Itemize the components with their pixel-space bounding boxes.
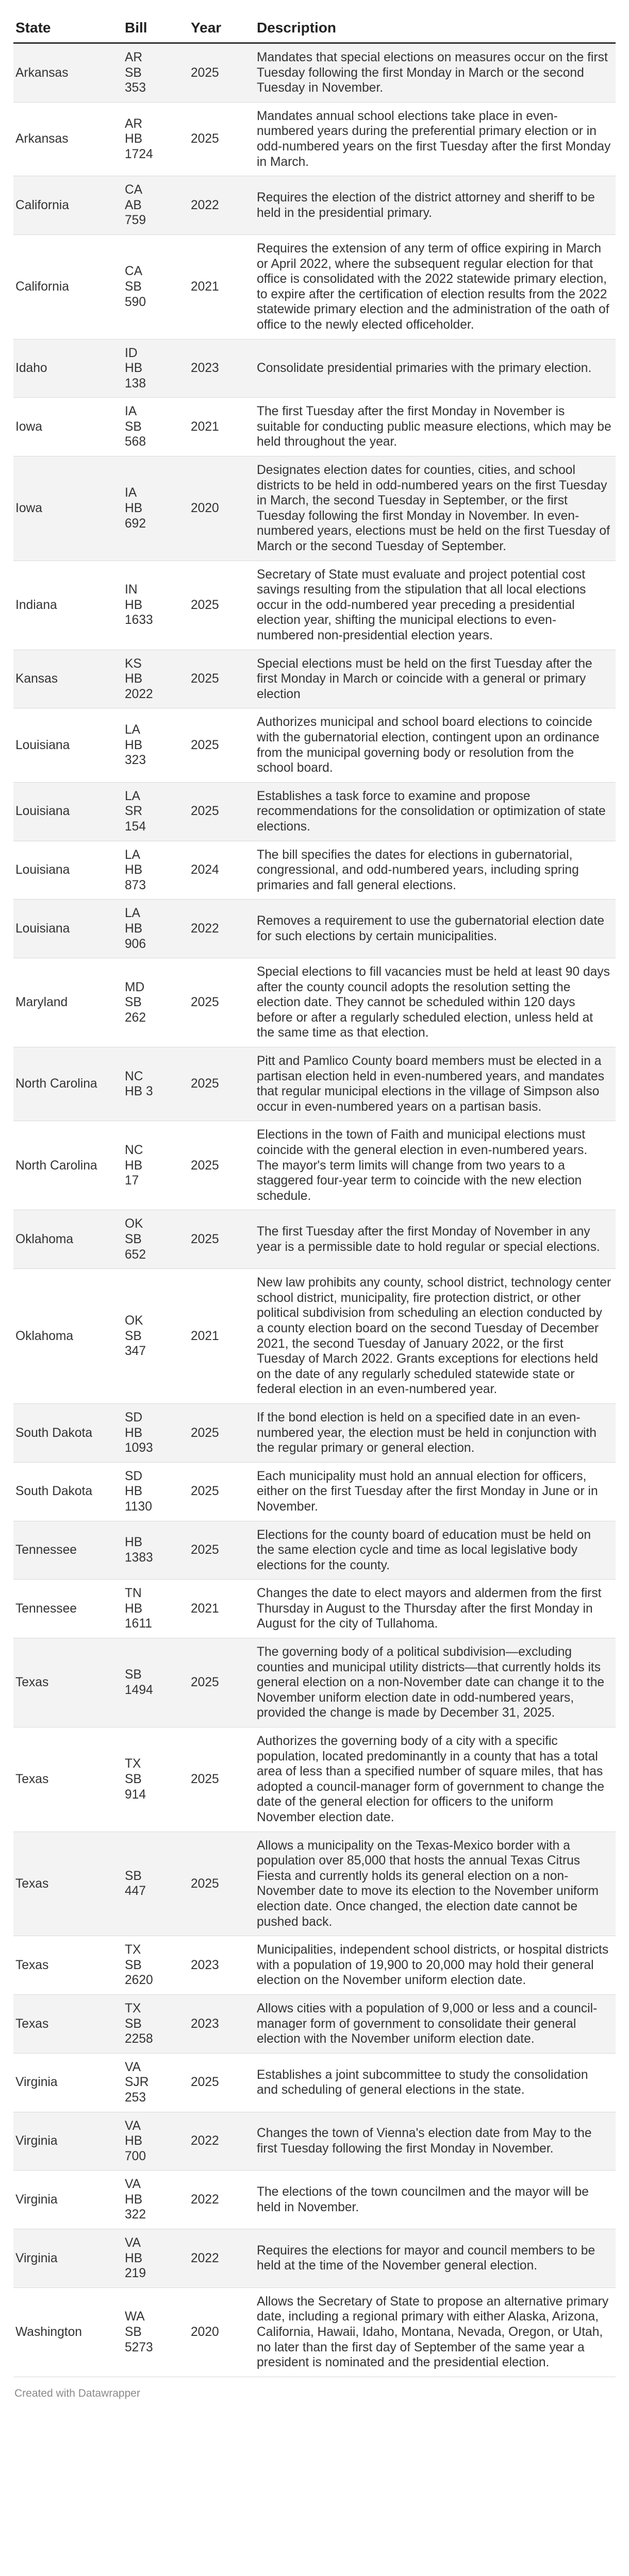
table-row	[13, 176, 616, 235]
year-cell: 2022	[189, 2229, 255, 2288]
bill-cell: ID HB 138	[123, 339, 189, 398]
bills-table	[13, 15, 616, 2377]
table-row	[13, 1521, 616, 1580]
year-cell: 2025	[189, 650, 255, 708]
table-row	[13, 1580, 616, 1638]
state-cell: Virginia	[13, 2171, 123, 2229]
year-cell: 2025	[189, 1521, 255, 1580]
state-cell: Louisiana	[13, 782, 123, 841]
bill-cell: KS HB 2022	[123, 650, 189, 708]
state-cell: Arkansas	[13, 43, 123, 103]
year-cell: 2020	[189, 456, 255, 561]
description-cell: Special elections to fill vacancies must be held at least 90 days after the county council adopts the resolution setting the election date. They cannot be scheduled within 120 days before or after a regularly scheduled election, unless held at the same time as that election.	[255, 958, 616, 1047]
bill-cell: CA AB 759	[123, 176, 189, 235]
state-cell: Louisiana	[13, 841, 123, 900]
description-cell: Requires the elections for mayor and council members to be held at the time of the November general election.	[255, 2229, 616, 2288]
state-cell: Washington	[13, 2287, 123, 2377]
state-cell: Texas	[13, 1936, 123, 1995]
year-cell: 2022	[189, 2112, 255, 2171]
year-cell: 2020	[189, 2287, 255, 2377]
table-row	[13, 650, 616, 708]
bill-cell: OK SB 347	[123, 1269, 189, 1404]
state-cell: Tennessee	[13, 1580, 123, 1638]
state-cell: Tennessee	[13, 1521, 123, 1580]
bill-cell: VA HB 219	[123, 2229, 189, 2288]
table-row	[13, 1269, 616, 1404]
table-row	[13, 1832, 616, 1936]
year-cell: 2022	[189, 2171, 255, 2229]
bill-cell: VA HB 322	[123, 2171, 189, 2229]
table-row	[13, 561, 616, 650]
bill-cell: SD HB 1093	[123, 1403, 189, 1462]
year-cell: 2022	[189, 900, 255, 958]
description-cell: Mandates annual school elections take place in even-numbered years during the preferential primary election or in odd-numbered years on the first Tuesday after the first Monday in March.	[255, 102, 616, 176]
state-cell: Kansas	[13, 650, 123, 708]
table-row	[13, 234, 616, 339]
description-cell: Designates election dates for counties, cities, and school districts to be held in odd-numbered years on the first Tuesday in March, the second Tuesday in September, or the first Tuesday following the first Monday in November. In even-numbered years, elections must be held on the first Tuesday of March or the second Tuesday of September.	[255, 456, 616, 561]
bill-cell: WA SB 5273	[123, 2287, 189, 2377]
description-cell: Removes a requirement to use the gubernatorial election date for such elections by certain municipalities.	[255, 900, 616, 958]
state-cell: Texas	[13, 1638, 123, 1727]
bill-cell: VA SJR 253	[123, 2053, 189, 2112]
state-cell: South Dakota	[13, 1403, 123, 1462]
description-cell: Consolidate presidential primaries with the primary election.	[255, 339, 616, 398]
description-cell: Requires the extension of any term of office expiring in March or April 2022, where the subsequent regular election for that office is consolidated with the 2022 statewide primary election, to expire after the certification of election results from the 2022 statewide primary election and the administration of the oath of office to the newly elected officeholder.	[255, 234, 616, 339]
table-row	[13, 900, 616, 958]
bill-cell: LA HB 906	[123, 900, 189, 958]
table-row	[13, 1047, 616, 1121]
bill-cell: VA HB 700	[123, 2112, 189, 2171]
table-header	[13, 15, 616, 43]
header-description[interactable]: Description	[255, 15, 616, 43]
year-cell: 2025	[189, 708, 255, 782]
bill-cell: TX SB 2620	[123, 1936, 189, 1995]
description-cell: Authorizes the governing body of a city with a specific population, located predominantly in a county that has a total area of less than a specified number of square miles, that has adopted a council-manager form of government to change the date of the general election for officers to the uniform November election date.	[255, 1727, 616, 1832]
bill-cell: IA SB 568	[123, 398, 189, 456]
year-cell: 2021	[189, 398, 255, 456]
header-year[interactable]: Year	[189, 15, 255, 43]
bill-cell: NC HB 3	[123, 1047, 189, 1121]
description-cell: Secretary of State must evaluate and project potential cost savings resulting from the stipulation that all local elections occur in the odd-numbered year preceding a presidential election year, shifting the municipal elections to even-numbered non-presidential election years.	[255, 561, 616, 650]
description-cell: Authorizes municipal and school board elections to coincide with the gubernatorial election, contingent upon an ordinance from the municipal governing body or resolution from the school board.	[255, 708, 616, 782]
description-cell: The first Tuesday after the first Monday in November is suitable for conducting public measure elections, which may be held throughout the year.	[255, 398, 616, 456]
year-cell: 2025	[189, 1462, 255, 1521]
header-row	[13, 15, 616, 43]
state-cell: Virginia	[13, 2229, 123, 2288]
description-cell: Allows cities with a population of 9,000 or less and a council-manager form of government to consolidate their general election with the November uniform election date.	[255, 1994, 616, 2053]
table-row	[13, 2053, 616, 2112]
year-cell: 2025	[189, 1210, 255, 1269]
bill-cell: AR HB 1724	[123, 102, 189, 176]
year-cell: 2021	[189, 1269, 255, 1404]
state-cell: North Carolina	[13, 1047, 123, 1121]
year-cell: 2025	[189, 1047, 255, 1121]
bill-cell: MD SB 262	[123, 958, 189, 1047]
description-cell: Allows the Secretary of State to propose an alternative primary date, including a regional primary with either Alaska, Arizona, California, Hawaii, Idaho, Montana, Nevada, Oregon, or Utah, no later than the first day of September of the same year a president is nominated and the presidential election.	[255, 2287, 616, 2377]
state-cell: Oklahoma	[13, 1269, 123, 1404]
state-cell: California	[13, 234, 123, 339]
state-cell: Texas	[13, 1727, 123, 1832]
description-cell: Special elections must be held on the first Tuesday after the first Monday in March or coincide with a general or primary election	[255, 650, 616, 708]
table-row	[13, 958, 616, 1047]
bill-cell: OK SB 652	[123, 1210, 189, 1269]
state-cell: Indiana	[13, 561, 123, 650]
state-cell: Virginia	[13, 2112, 123, 2171]
table-row	[13, 708, 616, 782]
bill-cell: TX SB 914	[123, 1727, 189, 1832]
year-cell: 2025	[189, 2053, 255, 2112]
bill-cell: TN HB 1611	[123, 1580, 189, 1638]
table-row	[13, 1638, 616, 1727]
table-row	[13, 43, 616, 103]
description-cell: Elections for the county board of education must be held on the same election cycle and time as local legislative body elections for the county.	[255, 1521, 616, 1580]
datawrapper-credit: Created with Datawrapper	[14, 2387, 140, 2399]
table-row	[13, 456, 616, 561]
description-cell: Changes the date to elect mayors and aldermen from the first Thursday in August to the Thursday after the first Monday in August for the city of Tullahoma.	[255, 1580, 616, 1638]
table-row	[13, 102, 616, 176]
bill-cell: SD HB 1130	[123, 1462, 189, 1521]
state-cell: Maryland	[13, 958, 123, 1047]
bill-cell: LA SR 154	[123, 782, 189, 841]
description-cell: Changes the town of Vienna's election date from May to the first Tuesday following the first Monday in November.	[255, 2112, 616, 2171]
table-row	[13, 398, 616, 456]
year-cell: 2023	[189, 1994, 255, 2053]
table-body	[13, 43, 616, 2377]
table-row	[13, 2229, 616, 2288]
table-row	[13, 1403, 616, 1462]
header-state[interactable]: State	[13, 15, 123, 43]
state-cell: North Carolina	[13, 1121, 123, 1210]
year-cell: 2025	[189, 1832, 255, 1936]
bill-cell: NC HB 17	[123, 1121, 189, 1210]
bill-cell: SB 1494	[123, 1638, 189, 1727]
year-cell: 2024	[189, 841, 255, 900]
table-row	[13, 2112, 616, 2171]
bill-cell: CA SB 590	[123, 234, 189, 339]
description-cell: Elections in the town of Faith and municipal elections must coincide with the general election in even-numbered years. The mayor's term limits will change from two years to a staggered four-year term to coincide with the new election schedule.	[255, 1121, 616, 1210]
description-cell: The first Tuesday after the first Monday of November in any year is a permissible date to hold regular or special elections.	[255, 1210, 616, 1269]
description-cell: The elections of the town councilmen and the mayor will be held in November.	[255, 2171, 616, 2229]
year-cell: 2025	[189, 1727, 255, 1832]
state-cell: California	[13, 176, 123, 235]
table-row	[13, 1462, 616, 1521]
year-cell: 2021	[189, 234, 255, 339]
description-cell: Establishes a joint subcommittee to study the consolidation and scheduling of general elections in the state.	[255, 2053, 616, 2112]
state-cell: Louisiana	[13, 708, 123, 782]
state-cell: Louisiana	[13, 900, 123, 958]
description-cell: Municipalities, independent school districts, or hospital districts with a population of 19,900 to 20,000 may hold their general election on the November uniform election date.	[255, 1936, 616, 1995]
year-cell: 2025	[189, 102, 255, 176]
description-cell: Each municipality must hold an annual election for officers, either on the first Tuesday after the first Monday in June or in November.	[255, 1462, 616, 1521]
year-cell: 2023	[189, 339, 255, 398]
year-cell: 2025	[189, 1403, 255, 1462]
state-cell: Oklahoma	[13, 1210, 123, 1269]
description-cell: Mandates that special elections on measures occur on the first Tuesday following the first Monday in March or the second Tuesday in November.	[255, 43, 616, 103]
state-cell: Iowa	[13, 398, 123, 456]
table-row	[13, 2287, 616, 2377]
description-cell: Establishes a task force to examine and propose recommendations for the consolidation or optimization of state elections.	[255, 782, 616, 841]
year-cell: 2021	[189, 1580, 255, 1638]
header-bill[interactable]: Bill	[123, 15, 189, 43]
description-cell: Allows a municipality on the Texas-Mexico border with a population over 85,000 that hosts the annual Texas Citrus Fiesta and currently holds its general election on a non-November date to move its election to the November uniform election date. Once changed, the election date cannot be pushed back.	[255, 1832, 616, 1936]
year-cell: 2025	[189, 561, 255, 650]
bill-cell: HB 1383	[123, 1521, 189, 1580]
description-cell: The governing body of a political subdivision—excluding counties and municipal utility districts—that currently holds its general election on a non-November date can change it to the November uniform election date in odd-numbered years, provided the change is made by December 31, 2025.	[255, 1638, 616, 1727]
year-cell: 2022	[189, 176, 255, 235]
bill-cell: LA HB 873	[123, 841, 189, 900]
description-cell: The bill specifies the dates for elections in gubernatorial, congressional, and odd-numbered years, including spring primaries and fall general elections.	[255, 841, 616, 900]
table-row	[13, 2171, 616, 2229]
table-row	[13, 1994, 616, 2053]
state-cell: Idaho	[13, 339, 123, 398]
year-cell: 2023	[189, 1936, 255, 1995]
description-cell: New law prohibits any county, school district, technology center school district, municipality, fire protection district, or other political subdivision from scheduling an election conducted by a county election board on the second Tuesday of December 2021, the second Tuesday of January 2022, or the first Tuesday of March 2022. Grants exceptions for elections held on the date of any regularly scheduled statewide state or federal election in an even-numbered year.	[255, 1269, 616, 1404]
year-cell: 2025	[189, 958, 255, 1047]
table-row	[13, 1121, 616, 1210]
table-row	[13, 1727, 616, 1832]
description-cell: Pitt and Pamlico County board members must be elected in a partisan election held in even-numbered years, and mandates that regular municipal elections in the village of Simpson also occur in even-numbered years on a partisan basis.	[255, 1047, 616, 1121]
year-cell: 2025	[189, 782, 255, 841]
bill-cell: IA HB 692	[123, 456, 189, 561]
state-cell: Virginia	[13, 2053, 123, 2112]
table-row	[13, 1936, 616, 1995]
bill-cell: SB 447	[123, 1832, 189, 1936]
year-cell: 2025	[189, 1121, 255, 1210]
state-cell: Texas	[13, 1994, 123, 2053]
table-row	[13, 841, 616, 900]
bill-cell: LA HB 323	[123, 708, 189, 782]
state-cell: Texas	[13, 1832, 123, 1936]
state-cell: Iowa	[13, 456, 123, 561]
year-cell: 2025	[189, 1638, 255, 1727]
table-row	[13, 339, 616, 398]
state-cell: South Dakota	[13, 1462, 123, 1521]
bill-cell: TX SB 2258	[123, 1994, 189, 2053]
description-cell: Requires the election of the district attorney and sheriff to be held in the presidential primary.	[255, 176, 616, 235]
description-cell: If the bond election is held on a specified date in an even-numbered year, the election must be held in conjunction with the regular primary or general election.	[255, 1403, 616, 1462]
bill-cell: IN HB 1633	[123, 561, 189, 650]
table-row	[13, 1210, 616, 1269]
year-cell: 2025	[189, 43, 255, 103]
state-cell: Arkansas	[13, 102, 123, 176]
bill-cell: AR SB 353	[123, 43, 189, 103]
table-row	[13, 782, 616, 841]
